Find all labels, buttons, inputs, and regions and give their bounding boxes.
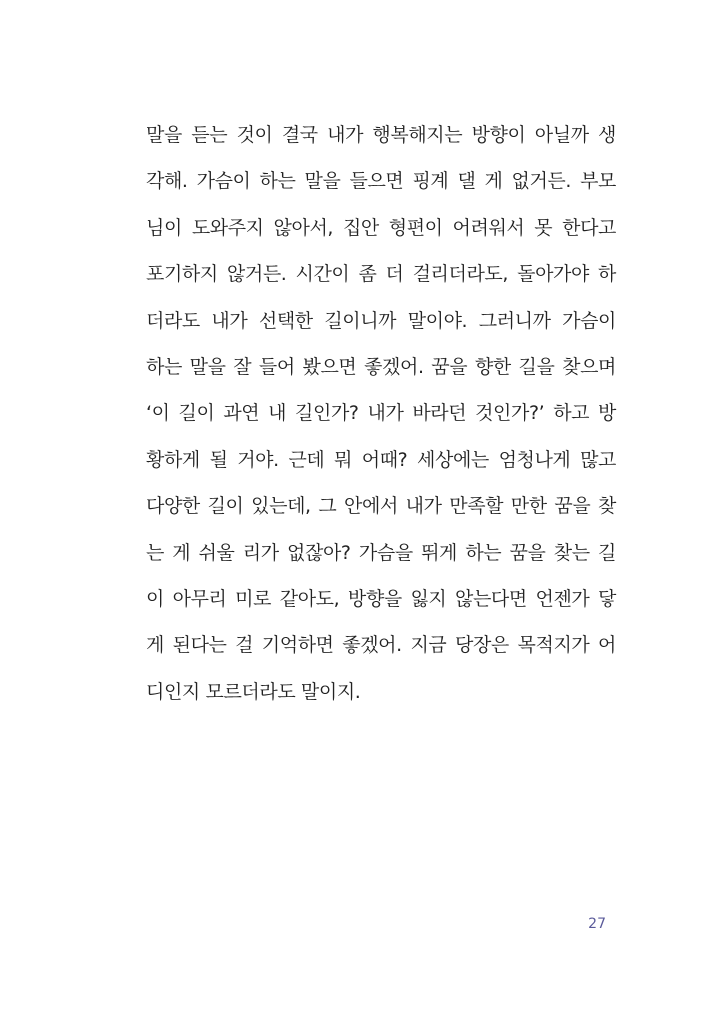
text-line: 포기하지 않거든. 시간이 좀 더 걸리더라도, 돌아가야 하 xyxy=(146,263,616,286)
page-number: 27 xyxy=(588,916,606,932)
text-line: 다양한 길이 있는데, 그 안에서 내가 만족할 만한 꿈을 찾 xyxy=(146,495,616,518)
text-line: ‘이 길이 과연 내 길인가? 내가 바라던 것인가?’ 하고 방 xyxy=(146,402,616,425)
text-line: 더라도 내가 선택한 길이니까 말이야. 그러니까 가슴이 xyxy=(146,309,616,332)
text-line: 하는 말을 잘 들어 봤으면 좋겠어. 꿈을 향한 길을 찾으며 xyxy=(146,355,616,378)
text-line: 황하게 될 거야. 근데 뭐 어때? 세상에는 엄청나게 많고 xyxy=(146,448,616,471)
text-line: 이 아무리 미로 같아도, 방향을 잃지 않는다면 언젠가 닿 xyxy=(146,587,616,610)
text-line: 각해. 가슴이 하는 말을 들으면 핑계 댈 게 없거든. 부모 xyxy=(146,170,616,193)
text-line-last: 디인지 모르더라도 말이지. xyxy=(146,680,361,703)
text-line: 게 된다는 걸 기억하면 좋겠어. 지금 당장은 목적지가 어 xyxy=(146,634,616,657)
text-line: 는 게 쉬울 리가 없잖아? 가슴을 뛰게 하는 꿈을 찾는 길 xyxy=(146,541,616,564)
body-paragraph xyxy=(146,112,616,715)
text-line: 님이 도와주지 않아서, 집안 형편이 어려워서 못 한다고 xyxy=(146,216,616,239)
text-line: 말을 듣는 것이 결국 내가 행복해지는 방향이 아닐까 생 xyxy=(146,124,616,146)
